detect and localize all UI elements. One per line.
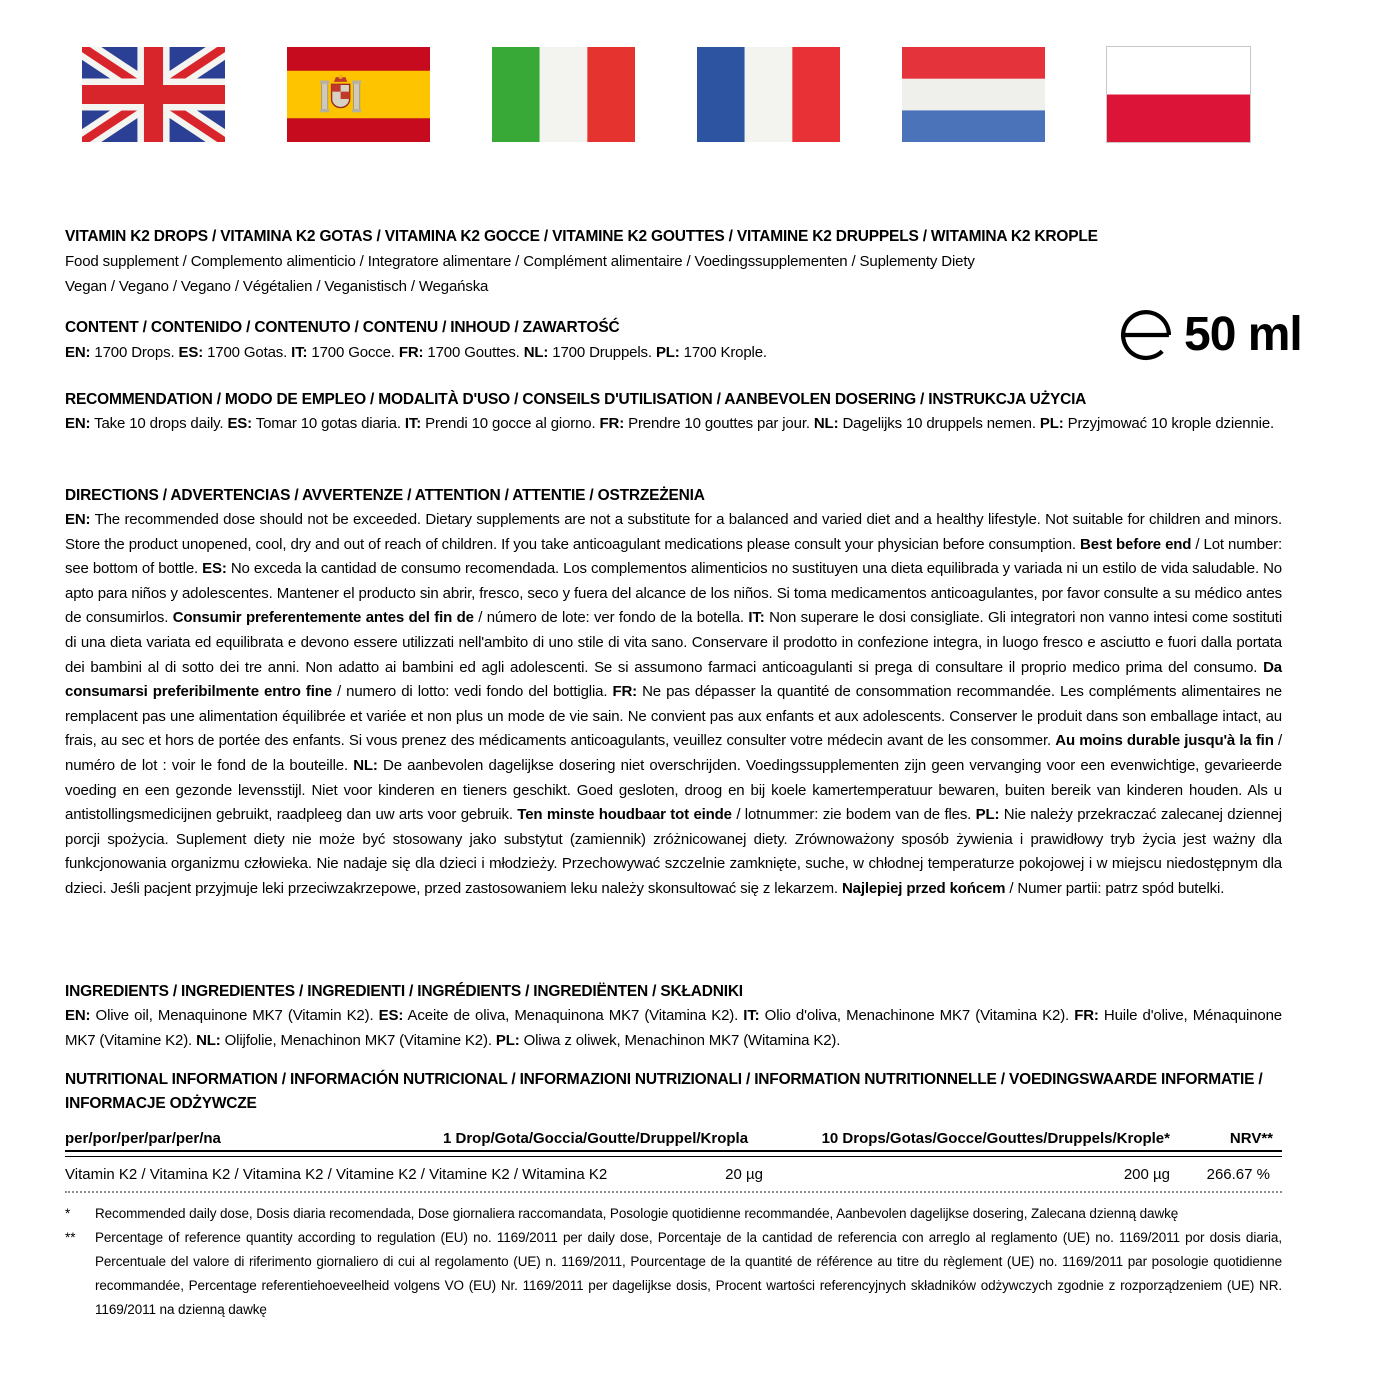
net-quantity <box>1118 302 1302 368</box>
footnote-nrv <box>65 1226 1282 1322</box>
directions-body: EN: The recommended dose should not be exceeded. Dietary supplements are not a substitute for a balanced and varied diet and a healthy lifestyle. Not suitable for children and minors. Store the product unopened, cool, dry and out of reach of children. If you take anticoagulant medications please consult your physician before consumption. Best before end / Lot number: see bottom of bottle. ES: No exceda la cantidad de consumo recomendada. Los complementos alimenticios no sustituyen una dieta equilibrada y variada ni un estilo de vida saludable. No apto para niños y adolescentes. Mantener el producto sin abrir, fresco, seco y fuera del alcance de los niños. Si toma medicamentos anticoagulantes, por favor consulte a su médico antes de consumirlos. Consumir preferentemente antes del fin de / número de lote: ver fondo de la botella. IT: Non superare le dosi consigliate. Gli integratori non vanno intesi come sostituti di una dieta variata ed equilibrata e devono essere utilizzati nell'ambito di uno stile di vita sano. Conservare il prodotto in confezione integra, in luogo fresco e asciutto e fuori dalla portata dei bambini al di sotto dei tre anni. Non adatto ai bambini ed agli adolescenti. Se si assumono farmaci anticoagulanti si prega di consultare il proprio medico prima del consumo. Da consumarsi preferibilmente entro fine / numero di lotto: vedi fondo del bottiglia. FR: Ne pas dépasser la quantité de consommation recommandée. Les compléments alimentaires ne remplacent pas une alimentation équilibrée et variée et non plus un mode de vie sain. Ne convient pas aux enfants et aux adolescents. Conserver le produit dans son emballage intact, au frais, au sec et hors de portée des enfants. Si vous prenez des médicaments anticoagulants, veuillez consulter votre médecin avant de les consommer. Au moins durable jusqu'à la fin / numéro de lot : voir le fond de la bouteille. NL: De aanbevolen dagelijkse dosering niet overschrijden. Voedingssupplementen zijn geen vervanging voor een evenwichtige, gevarieerde voeding en een gezonde levensstijl. Niet voor kinderen en tieners geschikt. Goed gesloten, droog en bij koele kamertemperatuur bewaren, buiten bereik van kinderen houden. Als u antistollingsmedicijnen gebruikt, raadpleeg dan uw arts voor gebruik. Ten minste houdbaar tot einde / lotnummer: zie bodem van de fles. PL: Nie należy przekraczać zalecanej dziennej porcji spożycia. Suplement diety nie może być stosowany jako substytut (zamiennik) zróżnicowanej diety. Zrównoważony sposób żywienia i prawidłowy tryb życia jest ważny dla funkcjonowania organizmu człowieka. Nie nadaje się dla dzieci i młodzieży. Przechowywać szczelnie zamknięte, suche, w chłodnej temperaturze pokojowej i w miejscu niedostępnym dla dzieci. Jeśli pacjent przyjmuje leki przeciwzakrzepowe, przed zastosowaniem leku należy skonsultować się z lekarzem. Najlepiej przed końcem / Numer partii: patrz spód butelki. <box>65 511 1282 897</box>
language-flags-row <box>82 47 1250 142</box>
col-per: per/por/per/par/per/na <box>65 1130 221 1147</box>
recommendation-heading: RECOMMENDATION / MODO DE EMPLEO / MODALITÀ D'USO / CONSEILS D'UTILISATION / AANBEVOLEN DOSERING / INSTRUKCJA UŻYCIA <box>65 391 1087 408</box>
footnote-text: Recommended daily dose, Dosis diaria recomendada, Dose giornaliera raccomandata, Posologie quotidienne recommandée, Aanbevolen dagelijkse dosering, Zalecana dzienną dawkę <box>95 1206 1179 1221</box>
col-nrv: NRV** <box>1229 1130 1273 1147</box>
italy-flag-icon <box>492 47 635 142</box>
product-subtitle: Food supplement / Complemento alimenticio / Integratore alimentare / Complément alimentaire / Voedingssupplementen / Suplementy Diety <box>65 253 975 270</box>
ingredients-section <box>65 980 1282 1053</box>
value-per-10drops: 200 µg <box>1123 1166 1170 1183</box>
content-section <box>65 316 1105 365</box>
value-per-drop: 20 µg <box>725 1166 763 1183</box>
nutrient-name: Vitamin K2 / Vitamina K2 / Vitamina K2 / Vitamine K2 / Vitamine K2 / Witamina K2 <box>65 1166 608 1183</box>
france-flag-icon <box>697 47 840 142</box>
recommendation-section <box>65 388 1282 437</box>
netherlands-flag-icon <box>902 47 1045 142</box>
nutrition-section <box>65 1068 1282 1322</box>
product-title: VITAMIN K2 DROPS / VITAMINA K2 GOTAS / VITAMINA K2 GOCCE / VITAMINE K2 GOUTTES / VITAMINE K2 DRUPPELS / WITAMINA K2 KROPLE <box>65 228 1098 245</box>
col-1drop: 1 Drop/Gota/Goccia/Goutte/Druppel/Kropla <box>443 1130 749 1147</box>
spain-flag-icon <box>287 47 430 142</box>
dotted-rule <box>65 1188 1282 1193</box>
footnotes <box>65 1202 1282 1322</box>
content-heading: CONTENT / CONTENIDO / CONTENUTO / CONTENU / INHOUD / ZAWARTOŚĆ <box>65 319 620 336</box>
directions-section <box>65 484 1282 902</box>
recommendation-body: EN: Take 10 drops daily. ES: Tomar 10 gotas diaria. IT: Prendi 10 gocce al giorno. FR: Prendre 10 gouttes par jour. NL: Dagelijks 10 druppels nemen. PL: Przyjmować 10 krople dziennie. <box>65 415 1275 432</box>
footnote-marker: * <box>65 1206 71 1221</box>
footnote-marker: ** <box>65 1230 76 1245</box>
content-body: EN: 1700 Drops. ES: 1700 Gotas. IT: 1700 Gocce. FR: 1700 Gouttes. NL: 1700 Druppels. PL: 1700 Krople. <box>65 344 767 361</box>
ingredients-heading: INGREDIENTS / INGREDIENTES / INGREDIENTI / INGRÉDIENTS / INGREDIËNTEN / SKŁADNIKI <box>65 983 743 1000</box>
double-rule <box>65 1150 1282 1157</box>
footnote-text: Percentage of reference quantity according to regulation (EU) no. 1169/2011 per daily dose, Porcentaje de la cantidad de referencia con arreglo al reglamento (UE) no. 1169/2011 por dosis diaria, Percentuale del valore di riferimento giornaliero di cui al regolamento (UE) n. 1169/2011, Pourcentage de la quantité de référence au titre du règlement (UE) no. 1169/2011 par posologie quotidienne recommandée, Percentage referentiehoeveelheid volgens VO (EU) Nr. 1169/2011 per dagelijkse dosis, Procent wartości referencyjnych składników odżywczych zgodnie z rozporządzeniem (UE) NR. 1169/2011 na dzienną dawkę <box>95 1230 1282 1317</box>
uk-flag-icon <box>82 47 225 142</box>
nutrition-heading: NUTRITIONAL INFORMATION / INFORMACIÓN NUTRICIONAL / INFORMAZIONI NUTRIZIONALI / INFORMATION NUTRITIONNELLE / VOEDINGSWAARDE INFORMATIE / INFORMACJE ODŻYWCZE <box>65 1071 1263 1112</box>
net-volume: 50 ml <box>1184 308 1302 361</box>
poland-flag-icon <box>1107 47 1250 142</box>
nutrition-table-header <box>65 1130 1282 1147</box>
ingredients-body: EN: Olive oil, Menaquinone MK7 (Vitamin K2). ES: Aceite de oliva, Menaquinona MK7 (Vitamina K2). IT: Olio d'oliva, Menachinone MK7 (Vitamina K2). FR: Huile d'olive, Ménaquinone MK7 (Vitamine K2). NL: Olijfolie, Menachinon MK7 (Vitamine K2). PL: Oliwa z oliwek, Menachinon MK7 (Witamina K2). <box>65 1007 1282 1049</box>
table-row <box>65 1166 1282 1183</box>
value-nrv: 266.67 % <box>1206 1166 1270 1183</box>
footnote-daily-dose <box>65 1202 1282 1226</box>
title-section <box>65 224 1282 299</box>
col-10drops: 10 Drops/Gotas/Gocce/Gouttes/Druppels/Krople* <box>821 1130 1170 1147</box>
vegan-line: Vegan / Vegano / Vegano / Végétalien / Veganistisch / Wegańska <box>65 278 489 295</box>
directions-heading: DIRECTIONS / ADVERTENCIAS / AVVERTENZE / ATTENTION / ATTENTIE / OSTRZEŻENIA <box>65 487 705 504</box>
estimated-sign-icon <box>1118 302 1174 368</box>
